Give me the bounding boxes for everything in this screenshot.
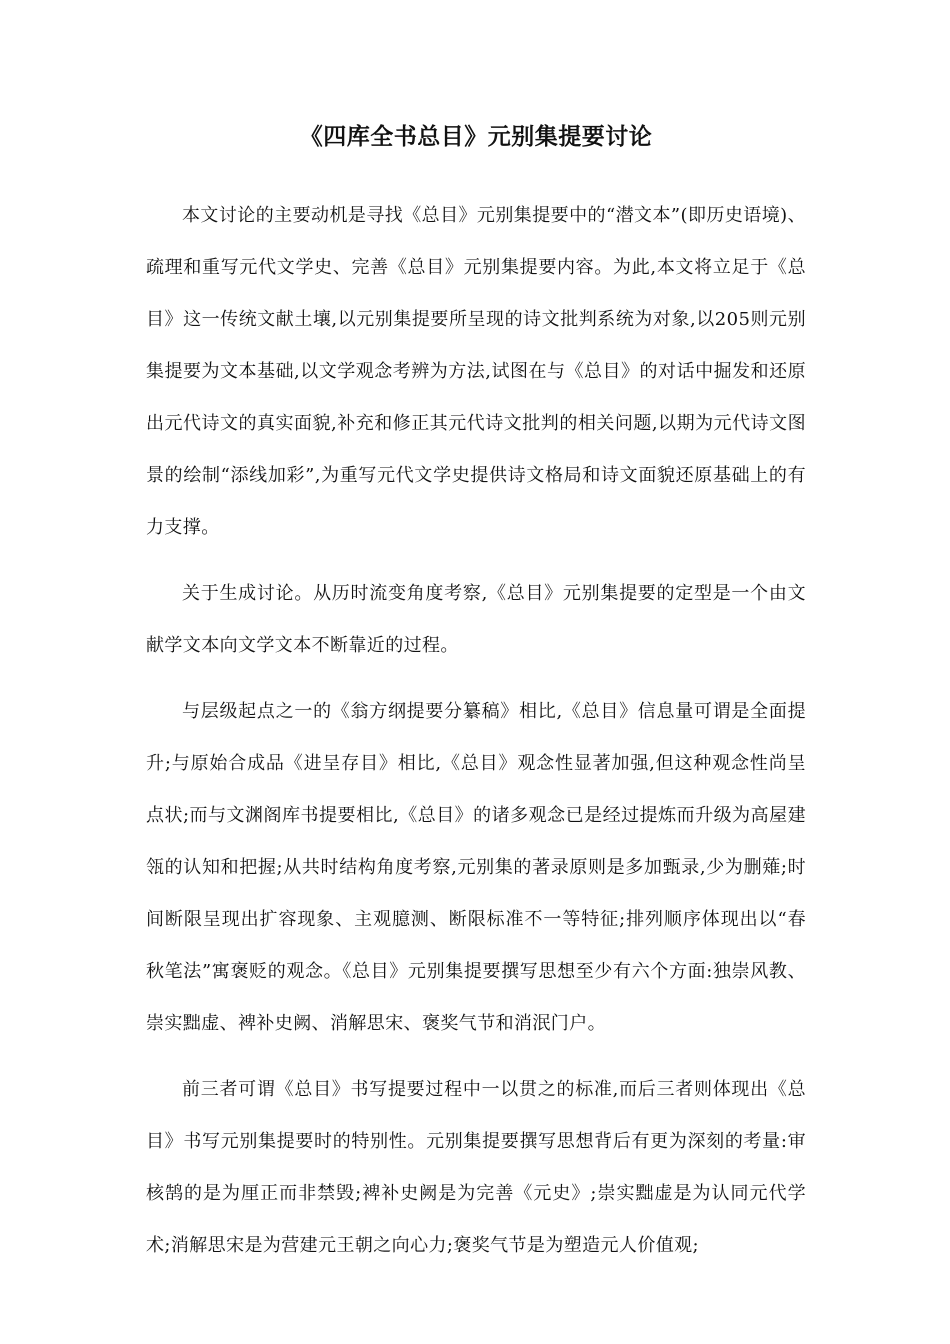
paragraph-4: 前三者可谓《总目》书写提要过程中一以贯之的标准,而后三者则体现出《总目》书写元别集提要时的特别性。元别集提要撰写思想背后有更为深刻的考量:审核鹄的是为厘正而非禁毁;裨补史阙是为完善《元史》;崇实黜虚是为认同元代学术;消解思宋是为营建元王朝之向心力;褒奖气节是为塑造元人价值观; — [146, 1079, 806, 1256]
paragraph-3: 与层级起点之一的《翁方纲提要分纂稿》相比,《总目》信息量可谓是全面提升;与原始合成品《进呈存目》相比,《总目》观念性显著加强,但这种观念性尚呈点状;而与文渊阁库书提要相比,《总目》的诸多观念已是经过提炼而升级为高屋建瓴的认知和把握;从共时结构角度考察,元别集的著录原则是多加甄录,少为删薙;时间断限呈现出扩容现象、主观臆测、断限标准不一等特征;排列顺序体现出以“春秋笔法”寓褒贬的观念。《总目》元别集提要撰写思想至少有六个方面:独崇风教、崇实黜虚、裨补史阙、消解思宋、褒奖气节和消泯门户。 — [146, 701, 806, 1034]
paragraph-1: 本文讨论的主要动机是寻找《总目》元别集提要中的“潜文本”(即历史语境)、疏理和重写元代文学史、完善《总目》元别集提要内容。为此,本文将立足于《总目》这一传统文献土壤,以元别集提要所呈现的诗文批判系统为对象,以205则元别集提要为文本基础,以文学观念考辨为方法,试图在与《总目》的对话中掘发和还原出元代诗文的真实面貌,补充和修正其元代诗文批判的相关问题,以期为元代诗文图景的绘制“添线加彩”,为重写元代文学史提供诗文格局和诗文面貌还原基础上的有力支撑。 — [146, 205, 806, 538]
document-page — [146, 110, 806, 1286]
paragraph-2: 关于生成讨论。从历时流变角度考察,《总目》元别集提要的定型是一个由文献学文本向文学文本不断靠近的过程。 — [146, 583, 806, 656]
document-title: 《四库全书总目》元别集提要讨论 — [299, 124, 653, 150]
